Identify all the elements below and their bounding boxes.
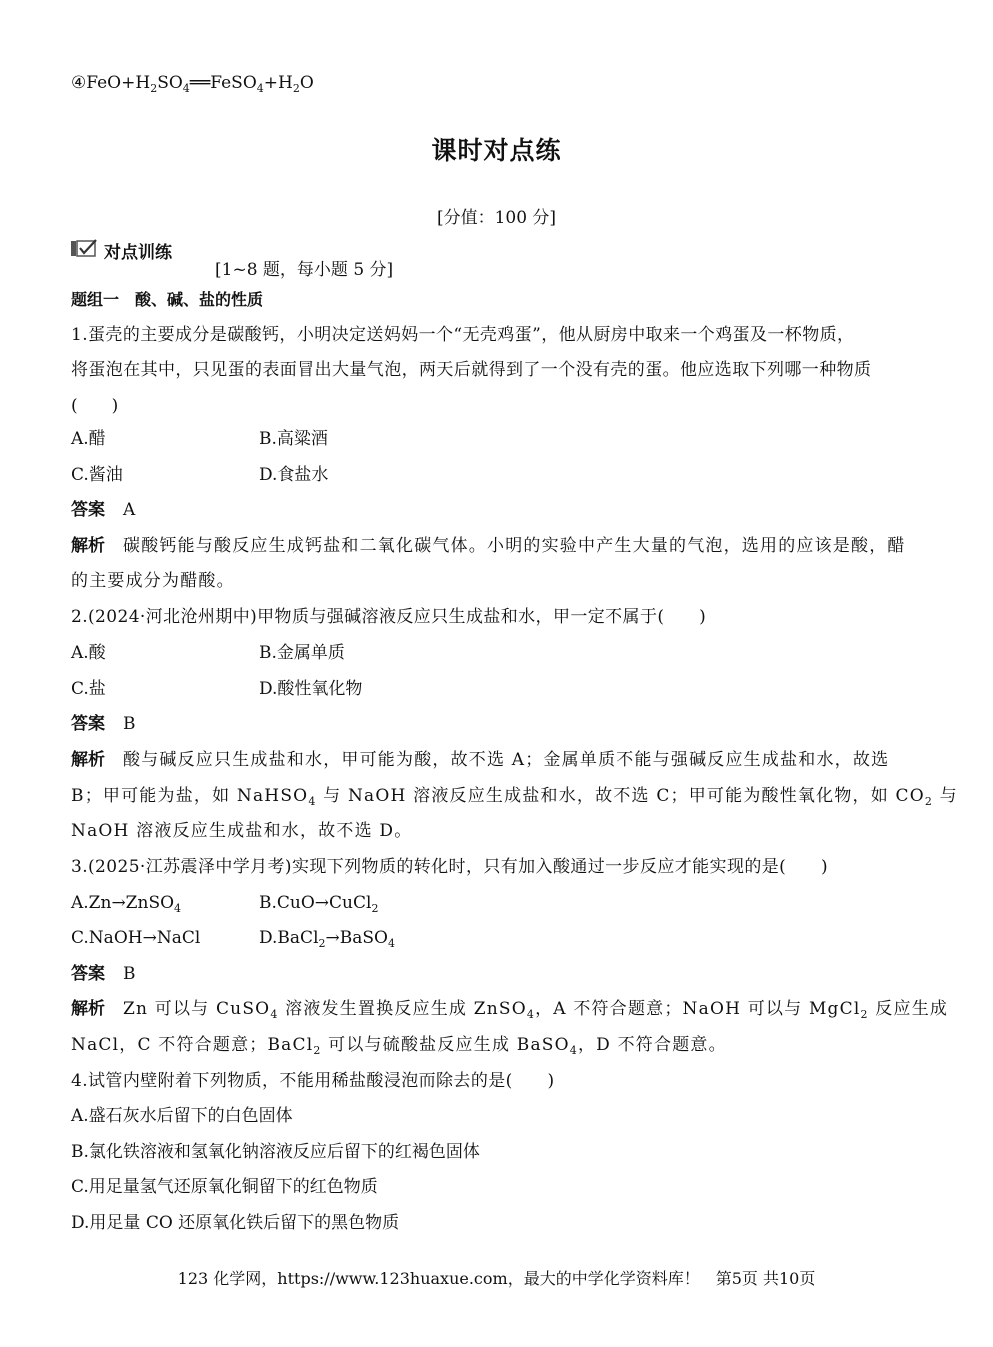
expl-part: 与 NaOH 溶液反应生成盐和水，故不选 C；甲可能为酸性氧化物，如 CO (316, 786, 925, 806)
explanation-label: 解析 (71, 750, 105, 770)
q3-option-a (71, 892, 181, 920)
group-title: 题组一 酸、碱、盐的性质 (71, 290, 264, 309)
q3-answer (71, 963, 136, 985)
q3-explanation-line2 (71, 1034, 727, 1062)
q4-option-d: D.用足量 CO 还原氧化铁后留下的黑色物质 (71, 1213, 400, 1233)
answer-label: 答案 (71, 500, 105, 520)
opt-part: D.BaCl (259, 928, 319, 948)
q4-option-b: B.氯化铁溶液和氢氧化钠溶液反应后留下的红褐色固体 (71, 1142, 480, 1162)
answer-value: A (123, 500, 136, 520)
expl-sub: 4 (569, 1044, 578, 1057)
expl-part: Zn 可以与 CuSO (123, 999, 271, 1019)
explanation-label: 解析 (71, 536, 105, 556)
q2-option-b: B.金属单质 (259, 643, 345, 663)
expl-part: 反应生成 (868, 999, 949, 1019)
expl-sub: 4 (308, 795, 317, 808)
eq-part: +H (263, 73, 293, 93)
q1-explanation-line1 (71, 535, 906, 557)
eq-sub: 2 (150, 82, 158, 95)
q2-explanation-line3: NaOH 溶液反应生成盐和水，故不选 D。 (71, 821, 413, 841)
q1-explanation-line2: 的主要成分为醋酸。 (71, 571, 235, 591)
q2-explanation-line1 (71, 749, 889, 771)
expl-part: 与 (933, 786, 958, 806)
q3-option-c: C.NaOH→NaCl (71, 928, 201, 948)
q3-option-b (259, 892, 378, 920)
expl-part: ，D 不符合题意。 (577, 1035, 727, 1055)
expl-sub: 2 (924, 795, 934, 808)
q3-line1: 3.(2025·江苏震泽中学月考)实现下列物质的转化时，只有加入酸通过一步反应才能实现的是( ) (71, 857, 829, 877)
expl-part: B；甲可能为盐，如 NaHSO (71, 786, 309, 806)
eq-sub: 2 (292, 82, 300, 95)
expl-part: NaCl，C 不符合题意；BaCl (71, 1035, 314, 1055)
section-label: 对点训练 (104, 243, 172, 263)
eq-part: O (299, 73, 314, 93)
opt-part: →BaSO (325, 928, 388, 948)
opt-part: A.Zn→ZnSO (71, 893, 175, 913)
opt-sub: 2 (318, 937, 326, 950)
expl-sub: 2 (313, 1044, 322, 1057)
explanation-text (123, 999, 948, 1019)
q2-option-d: D.酸性氧化物 (259, 679, 363, 699)
opt-part: B.CuO→CuCl (259, 893, 372, 913)
q1-answer (71, 499, 135, 521)
q2-explanation-line2 (71, 785, 958, 813)
expl-part: 可以与硫酸盐反应生成 BaSO (321, 1035, 570, 1055)
q3-option-d (259, 927, 395, 955)
page-footer: 123 化学网，https://www.123huaxue.com，最大的中学化学资料库！ 第5页 共10页 (177, 1269, 816, 1288)
expl-part: ，A 不符合题意；NaOH 可以与 MgCl (535, 999, 861, 1019)
q3-explanation-line1 (71, 998, 948, 1026)
q1-option-c: C.酱油 (71, 465, 123, 485)
q1-option-b: B.高粱酒 (259, 429, 328, 449)
section-range: [1~8 题，每小题 5 分] (215, 260, 394, 280)
answer-label: 答案 (71, 964, 105, 984)
q4-line1: 4.试管内壁附着下列物质，不能用稀盐酸浸泡而除去的是( ) (71, 1071, 555, 1091)
answer-label: 答案 (71, 714, 105, 734)
q1-line1: 1.蛋壳的主要成分是碳酸钙，小明决定送妈妈一个“无壳鸡蛋”，他从厨房中取来一个鸡蛋及一杯物质， (71, 325, 855, 345)
page-title: 课时对点练 (431, 136, 562, 165)
explanation-text: 碳酸钙能与酸反应生成钙盐和二氧化碳气体。小明的实验中产生大量的气泡，选用的应该是酸，醋 (123, 536, 906, 556)
eq-part: SO (157, 73, 183, 93)
explanation-text: 酸与碱反应只生成盐和水，甲可能为酸，故不选 A；金属单质不能与强碱反应生成盐和水，故选 (123, 750, 890, 770)
top-equation (71, 72, 314, 100)
opt-sub: 4 (174, 902, 182, 915)
q1-option-d: D.食盐水 (259, 465, 329, 485)
expl-sub: 2 (860, 1008, 869, 1021)
answer-value: B (123, 964, 136, 984)
q2-option-a: A.酸 (71, 643, 106, 663)
eq-part: ══FeSO (189, 73, 257, 93)
expl-sub: 4 (270, 1008, 279, 1021)
q2-line1: 2.(2024·河北沧州期中)甲物质与强碱溶液反应只生成盐和水，甲一定不属于( ) (71, 607, 707, 627)
q2-option-c: C.盐 (71, 679, 106, 699)
answer-value: B (123, 714, 136, 734)
opt-sub: 2 (371, 902, 379, 915)
q1-line3: ( ) (71, 396, 119, 416)
q1-line2: 将蛋泡在其中，只见蛋的表面冒出大量气泡，两天后就得到了一个没有壳的蛋。他应选取下列哪一种物质 (71, 360, 872, 380)
q4-option-a: A.盛石灰水后留下的白色固体 (71, 1106, 293, 1126)
checkmark-section-icon (71, 239, 97, 257)
expl-part: 溶液发生置换反应生成 ZnSO (278, 999, 527, 1019)
q4-option-c: C.用足量氢气还原氧化铜留下的红色物质 (71, 1177, 378, 1197)
expl-sub: 4 (526, 1008, 536, 1021)
opt-sub: 4 (387, 937, 395, 950)
q2-answer (71, 713, 136, 735)
eq-sub: 4 (182, 82, 190, 95)
eq-sub: 4 (256, 82, 264, 95)
eq-part: ④FeO+H (71, 73, 151, 93)
explanation-label: 解析 (71, 999, 105, 1019)
q1-option-a: A.醋 (71, 429, 106, 449)
score-label: [分值：100 分] (436, 208, 557, 228)
